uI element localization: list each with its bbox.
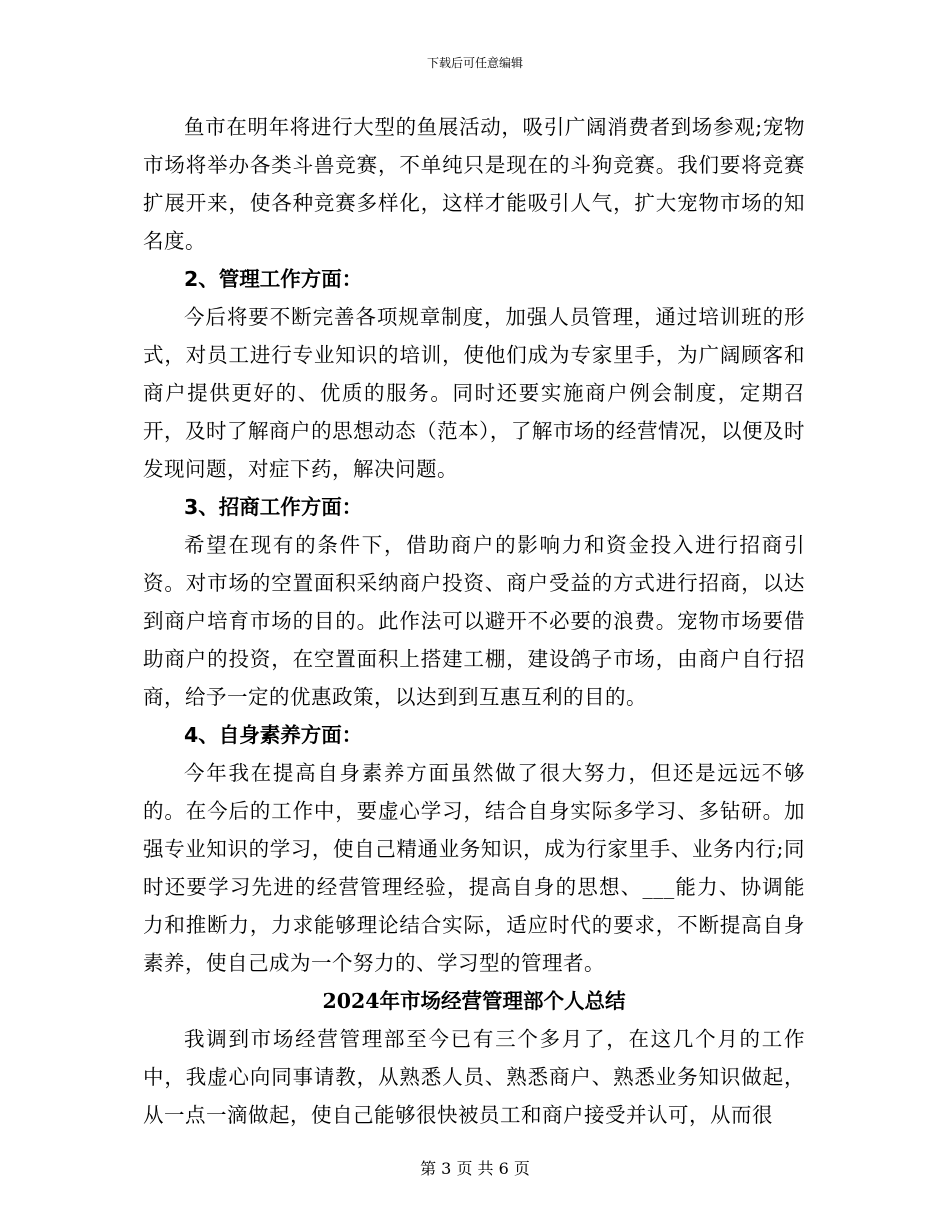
heading-self-improvement: 4、自身素养方面：	[184, 723, 363, 747]
header-note: 下载后可任意编辑	[426, 56, 523, 70]
page-number: 第 3 页 共 6 页	[420, 1159, 530, 1178]
document-body	[143, 108, 805, 1134]
paragraph-fish-market: 鱼市在明年将进行大型的鱼展活动，吸引广阔消费者到场参观;宠物市场将举办各类斗兽竞赛，不单纯只是现在的斗狗竞赛。我们要将竞赛扩展开来，使各种竞赛多样化，这样才能吸引人气，扩大宠物市场的知名度。	[143, 115, 805, 253]
document-title: 2024年市场经营管理部个人总结	[322, 989, 626, 1013]
heading-investment: 3、招商工作方面：	[184, 495, 363, 519]
heading-management: 2、管理工作方面：	[184, 267, 363, 291]
paragraph-investment: 希望在现有的条件下，借助商户的影响力和资金投入进行招商引资。对市场的空置面积采纳商户投资、商户受益的方式进行招商，以达到商户培育市场的目的。此作法可以避开不必要的浪费。宠物市场要借助商户的投资，在空置面积上搭建工棚，建设鸽子市场，由商户自行招商，给予一定的优惠政策，以达到到互惠互利的目的。	[143, 533, 805, 709]
paragraph-summary-intro: 我调到市场经营管理部至今已有三个多月了，在这几个月的工作中，我虚心向同事请教，从熟悉人员、熟悉商户、熟悉业务知识做起，从一点一滴做起，使自己能够很快被员工和商户接受并认可，从而很	[143, 1027, 805, 1127]
paragraph-self-improvement: 今年我在提高自身素养方面虽然做了很大努力，但还是远远不够的。在今后的工作中，要虚心学习，结合自身实际多学习、多钻研。加强专业知识的学习，使自己精通业务知识，成为行家里手、业务内行;同时还要学习先进的经营管理经验，提高自身的思想、___能力、协调能力和推断力，力求能够理论结合实际，适应时代的要求，不断提高自身素养，使自己成为一个努力的、学习型的管理者。	[143, 761, 805, 975]
paragraph-management: 今后将要不断完善各项规章制度，加强人员管理，通过培训班的形式，对员工进行专业知识的培训，使他们成为专家里手，为广阔顾客和商户提供更好的、优质的服务。同时还要实施商户例会制度，定期召开，及时了解商户的思想动态（范本），了解市场的经营情况，以便及时发现问题，对症下药，解决问题。	[143, 305, 805, 481]
